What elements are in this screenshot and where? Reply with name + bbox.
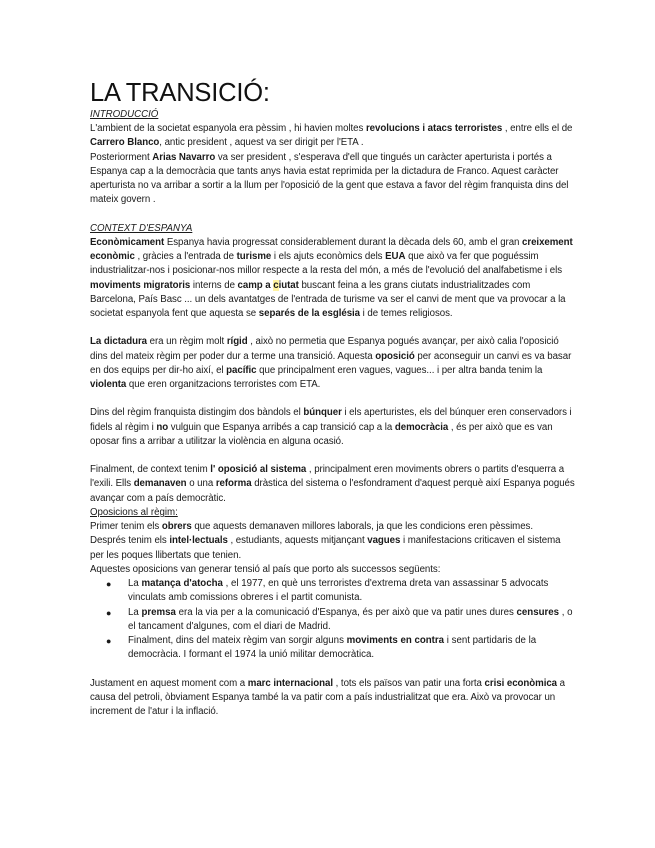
context-paragraph-1 — [90, 236, 576, 322]
oposicions-heading: Oposicions al règim: — [90, 506, 178, 518]
text-run: La — [128, 578, 142, 590]
bold-term: marc internacional — [247, 677, 333, 689]
bold-term: EUA — [385, 251, 406, 263]
bold-term: búnquer — [303, 407, 342, 419]
context-paragraph-2 — [90, 335, 576, 392]
bold-term: censures — [516, 606, 560, 618]
document-page — [90, 78, 576, 719]
text-run: Justament en aquest moment com a — [90, 677, 248, 689]
bold-term: l' oposició al sistema — [210, 464, 307, 476]
list-item-text — [128, 635, 536, 660]
bold-term: crisi econòmica — [484, 677, 558, 689]
bold-term: violenta — [90, 379, 127, 391]
context-paragraph-3 — [90, 406, 576, 449]
bold-term: Carrero Blanco — [90, 137, 160, 149]
text-run: , entre ells el de — [502, 123, 573, 135]
bullet-icon: ● — [106, 607, 112, 618]
bold-term: pacífic — [226, 364, 257, 376]
bold-term: vagues — [367, 535, 401, 547]
text-run: i de temes religiosos. — [360, 308, 453, 320]
oposicions-paragraph-1 — [90, 520, 576, 534]
text-run: Després tenim els — [90, 535, 170, 547]
text-run: , principalment eren moviments obrers o partits d'esquerra a l'exili. Ells — [90, 464, 565, 490]
text-run: Finalment, de context tenim — [90, 464, 211, 476]
text-run: , o el tancament d'algunes, com el diari de Madrid. — [128, 606, 573, 632]
text-run: i sent partidaris de la democràcia. I formant el 1974 la unió militar democràtica. — [128, 635, 537, 661]
text-run: era la via per a la comunicació d'Espanya, és per això que va patir unes dures — [175, 606, 517, 618]
bold-term: rígid — [226, 336, 248, 348]
text-run: L'ambient de la societat espanyola era pèssim , hi havien moltes — [90, 123, 366, 135]
closing-paragraph — [90, 677, 576, 720]
bullet-icon: ● — [106, 579, 112, 590]
text-run: era un règim molt — [147, 336, 227, 348]
bold-term: oposició — [375, 350, 415, 362]
bullet-icon: ● — [106, 636, 112, 647]
text-run: interns de — [190, 279, 238, 291]
bold-term: camp a — [237, 279, 274, 291]
bold-term: matança d'atocha — [141, 578, 223, 590]
text-run: i els aperturistes, els del búnquer eren conservadors i fidels al règim i — [90, 407, 572, 433]
text-run: buscant feina a les grans ciutats industrialitzades com Barcelona, País Basc ... un dels avantatges de l'entrada de turisme va ser el canvi de ment que va provocar a la societat espanyola fent que aquesta se — [90, 279, 566, 320]
bold-term: c — [273, 279, 279, 291]
text-run: dràstica del sistema o l'esfondrament d'aquest perquè així Espanya pogués avançar com a país democràtic. — [90, 478, 575, 504]
text-run: , gràcies a l'entrada de — [134, 251, 237, 263]
bold-term: Arias Navarro — [152, 151, 216, 163]
text-run: Finalment, dins del mateix règim van sorgir alguns — [128, 635, 347, 647]
intro-paragraph-1 — [90, 122, 576, 151]
text-run: a causa del petroli, òbviament Espanya també la va patir com a país industrialitzat que era. Això va provocar un increment de l'atur i la inflació. — [90, 677, 565, 718]
bold-term: intel·lectuals — [169, 535, 228, 547]
text-run: va ser president , s'esperava d'ell que tingués un caràcter aperturista i portés a Espanya cap a la democràcia que tants anys havia estat reprimida per la dictadura de Franco. Aquest caràcter aperturista no va arribar a sortir a la llum per l'oposició de la gent que estava a favor del règim franquista dins del mateix govern . — [90, 151, 569, 206]
bold-term: creixement econòmic — [90, 236, 573, 263]
text-run: Dins del règim franquista distingim dos bàndols el — [90, 407, 304, 419]
list-item-text — [128, 607, 573, 632]
text-run: que aquests demanaven millores laborals, ja que les condicions eren pèssimes. — [191, 521, 533, 533]
bold-term: La dictadura — [90, 336, 148, 348]
oposicions-paragraph-3 — [90, 563, 576, 577]
text-run: que principalment eren vagues, vagues... i per altra banda tenim la — [256, 364, 543, 376]
text-run: , tots els països van patir una forta — [333, 677, 485, 689]
bold-term: democràcia — [394, 421, 449, 433]
list-item-text — [128, 578, 548, 603]
bold-term: Econòmicament — [90, 236, 165, 248]
text-run: Aquestes oposicions van generar tensió al país que porto als successos següents: — [90, 563, 441, 575]
bold-term: demanaven — [133, 478, 187, 490]
oposicions-paragraph-2 — [90, 534, 576, 563]
events-list — [90, 577, 576, 663]
text-run: per aconseguir un canvi es va basar en dos equips per dir-ho així, el — [90, 350, 572, 376]
text-run: i els ajuts econòmics dels — [271, 251, 386, 263]
text-run: i manifestacions criticaven el sistema per les poques llibertats que tenien. — [90, 535, 561, 561]
bold-term: moviments en contra — [346, 635, 445, 647]
text-run: vulguin que Espanya arribés a cap transició cap a la — [168, 421, 395, 433]
text-run: , antic president , aquest va ser dirigit per l'ETA . — [159, 137, 364, 149]
text-run: , el 1977, en què uns terroristes d'extrema dreta van assassinar 5 advocats vinculats amb comissions obreres i el partit comunista. — [128, 578, 549, 604]
bold-term: reforma — [215, 478, 252, 490]
context-paragraph-4 — [90, 463, 576, 506]
context-heading: CONTEXT D'ESPANYA — [90, 222, 193, 234]
bold-term: turisme — [236, 251, 272, 263]
page-title: LA TRANSICIÓ: — [90, 79, 270, 107]
text-run: que això va fer que poguéssim industrialitzar-nos i posicionar-nos millor respecte a la resta del món, a més de l'evolució del analfabetisme i els — [90, 251, 563, 277]
text-run: o una — [186, 478, 216, 490]
text-run: La — [128, 606, 142, 618]
list-item — [106, 634, 576, 663]
bold-term: iutat — [278, 279, 299, 291]
text-run: , és per això que es van oposar fins a arribar a utilitzar la violència en alguna ocasió. — [90, 421, 553, 447]
text-run: Posteriorment — [90, 151, 153, 163]
text-run: Primer tenim els — [90, 521, 162, 533]
bold-term: obrers — [161, 521, 192, 533]
bold-term: no — [156, 421, 169, 433]
bold-term: revolucions i atacs terroristes — [365, 123, 503, 135]
list-item — [106, 606, 576, 635]
bold-term: premsa — [141, 606, 176, 618]
text-run: Espanya havia progressat considerablement durant la dècada dels 60, amb el gran — [164, 236, 523, 248]
intro-paragraph-2 — [90, 151, 576, 208]
bold-term: separés de la església — [258, 308, 361, 320]
text-run: que eren organitzacions terroristes com ETA. — [126, 379, 321, 391]
text-run: , això no permetia que Espanya pogués avançar, per això calia l'oposició dins del mateix règim per poder dur a terme una transició. Aquesta — [90, 336, 559, 362]
bold-term: moviments migratoris — [90, 279, 191, 291]
list-item — [106, 577, 576, 606]
text-run: , estudiants, aquests mitjançant — [227, 535, 368, 547]
intro-heading: INTRODUCCIÓ — [90, 109, 159, 120]
